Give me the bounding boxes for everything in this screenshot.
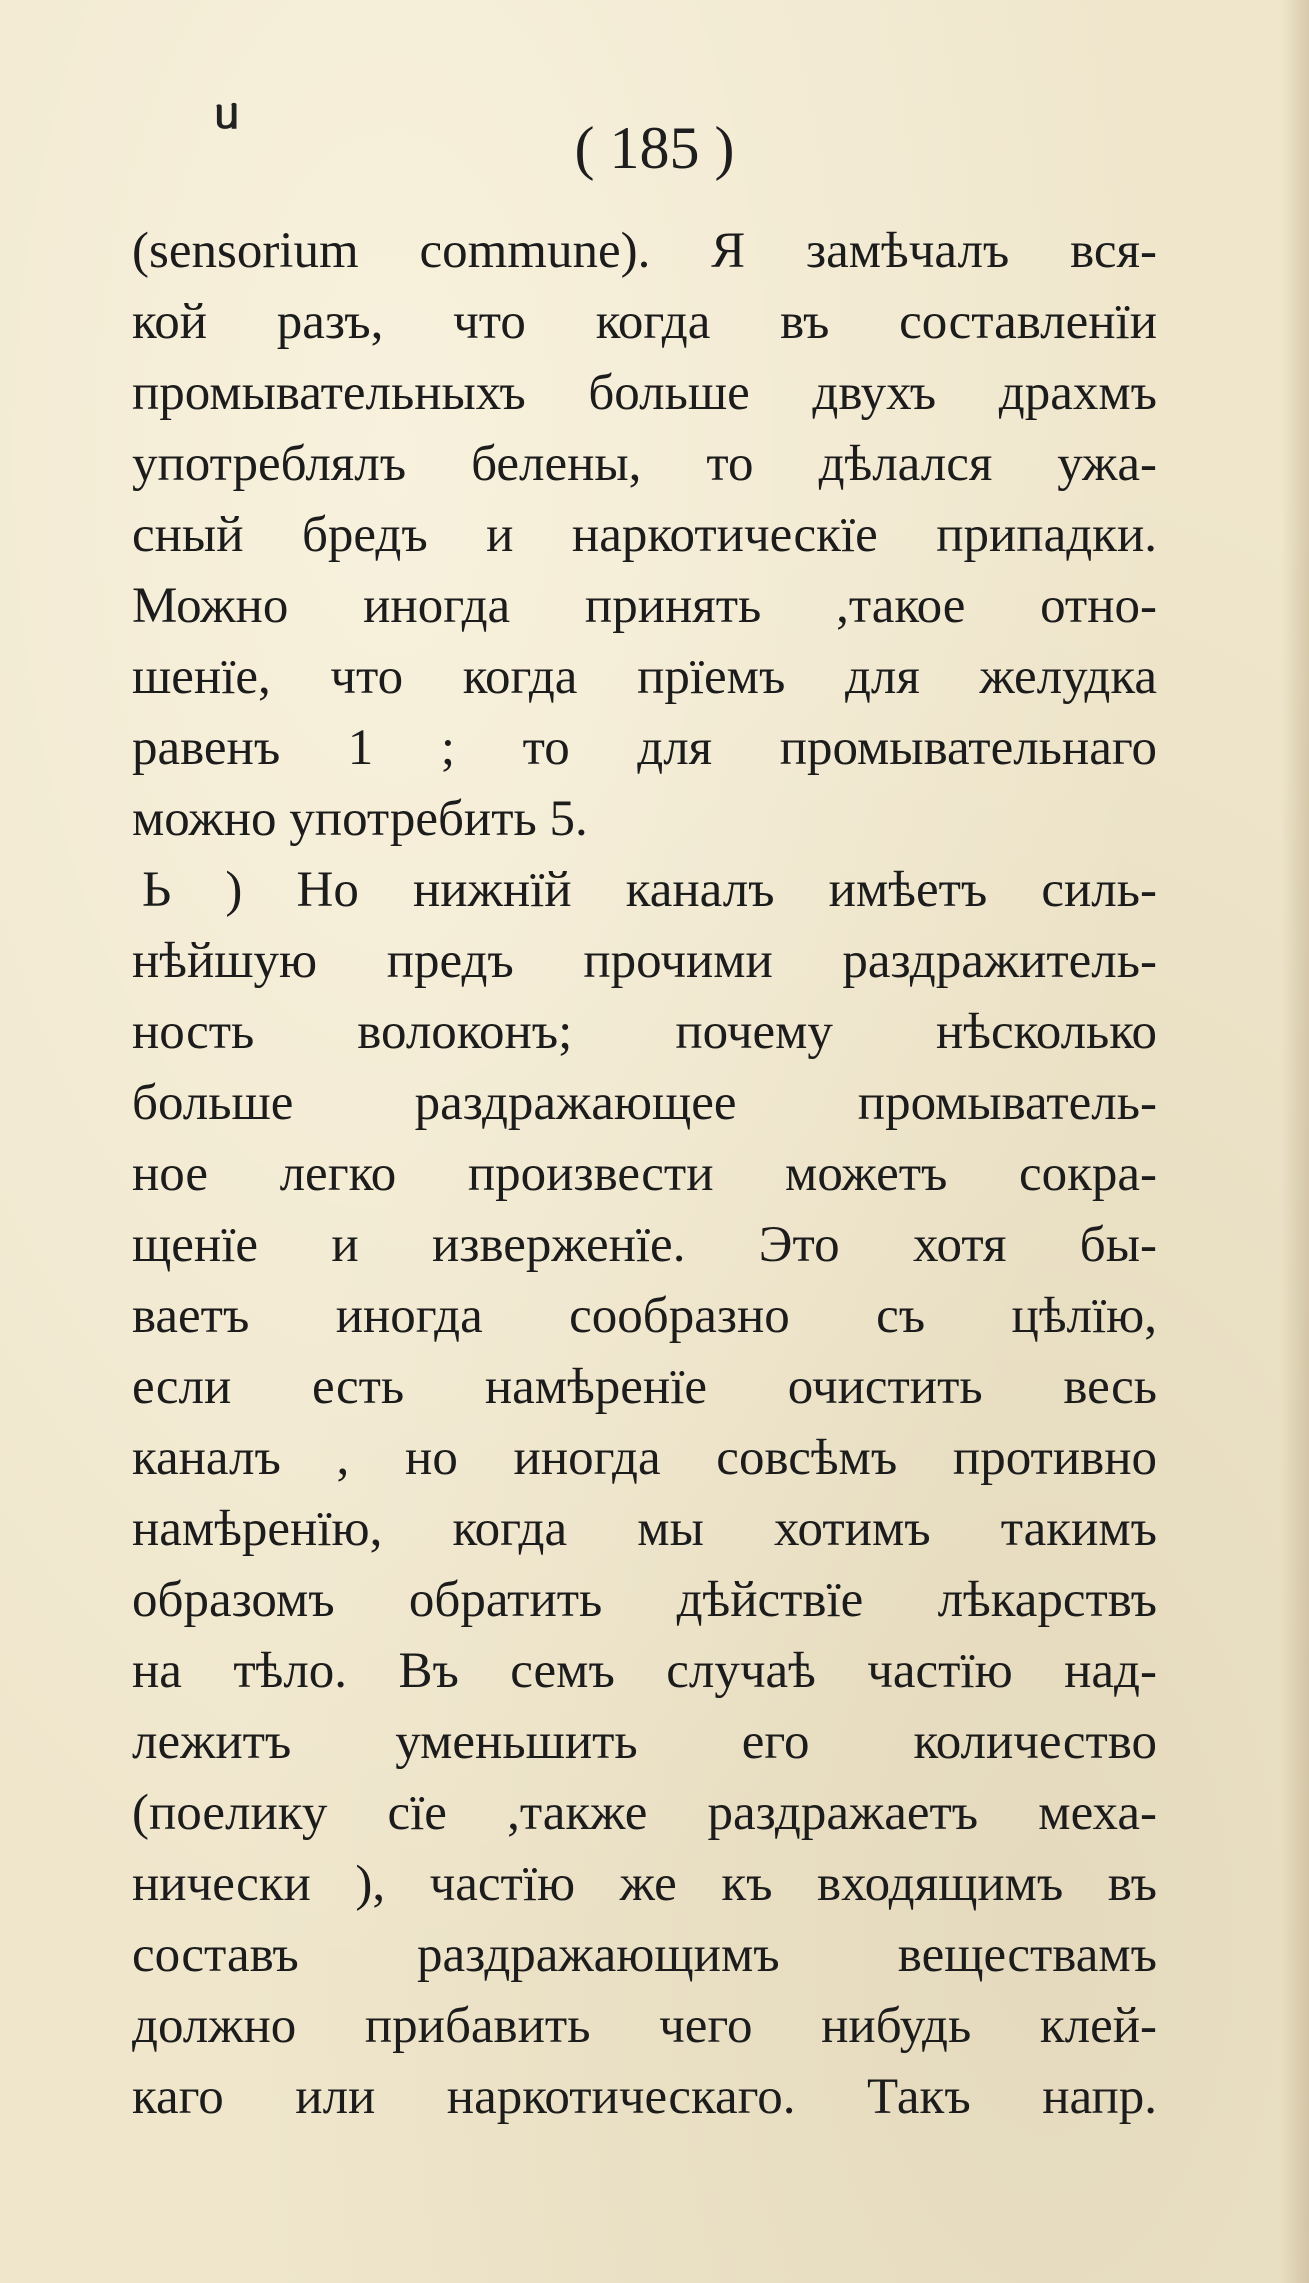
text-line: каго или наркотическаго. Такъ напр. [132,2069,1157,2125]
text-line: больше раздражающее промыватель- [132,1075,1157,1131]
text-line: промывательныхъ больше двухъ драхмъ [132,365,1157,421]
body-text [132,216,1157,2133]
text-line: ное легко произвести можетъ сокра- [132,1146,1157,1202]
text-line: составъ раздражающимъ веществамъ [132,1927,1157,1983]
text-line: намѣренїю, когда мы хотимъ такимъ [132,1501,1157,1557]
text-line: Можно иногда принять ,такое отно- [132,578,1157,634]
text-line: (sensorium commune). Я замѣчалъ вся- [132,223,1157,279]
text-line: на тѣло. Въ семъ случаѣ частїю над- [132,1643,1157,1699]
text-line: лежитъ уменьшить его количество [132,1714,1157,1770]
top-margin-mark: ᥙ [215,88,239,139]
text-line: кой разъ, что когда въ составленїи [132,294,1157,350]
text-line: шенїе, что когда прїемъ для желудка [132,649,1157,705]
text-line: образомъ обратить дѣйствїе лѣкарствъ [132,1572,1157,1628]
text-line: равенъ 1 ; то для промывательнаго [132,720,1157,776]
text-line: щенїе и изверженїе. Это хотя бы- [132,1217,1157,1273]
text-line: (поелику сїе ,также раздражаетъ меха- [132,1785,1157,1841]
text-line: ваетъ иногда сообразно съ цѣлїю, [132,1288,1157,1344]
text-line: употреблялъ белены, то дѣлался ужа- [132,436,1157,492]
text-line: ность волоконъ; почему нѣсколько [132,1004,1157,1060]
text-line: должно прибавить чего нибудь клей- [132,1998,1157,2054]
page-number: ( 185 ) [574,115,735,181]
text-line: каналъ , но иногда совсѣмъ противно [132,1430,1157,1486]
text-line: если есть намѣренїе очистить весь [132,1359,1157,1415]
text-line: сный бредъ и наркотическїе припадки. [132,507,1157,563]
text-line: можно употребить 5. [132,791,588,847]
text-line: Ь ) Но нижнїй каналъ имѣетъ силь- [142,862,1157,918]
text-line: нически ), частїю же къ входящимъ въ [132,1856,1157,1912]
text-line: нѣйшую предъ прочими раздражитель- [132,933,1157,989]
page-edge-shadow [1281,0,1309,2283]
